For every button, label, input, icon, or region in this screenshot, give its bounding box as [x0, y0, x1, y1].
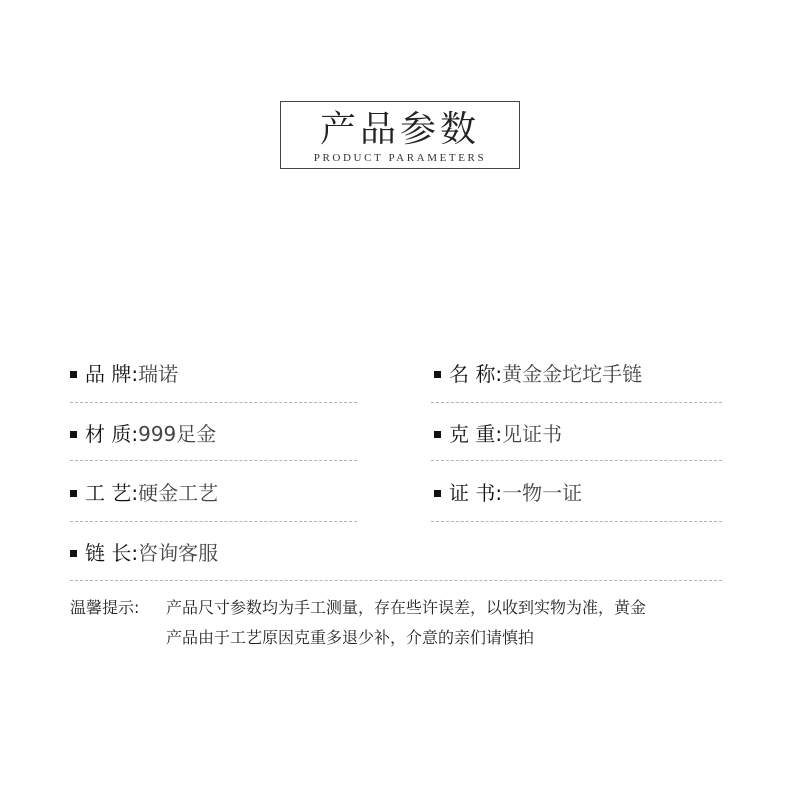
divider	[431, 521, 722, 522]
divider	[431, 460, 722, 461]
param-label: 品 牌	[85, 362, 132, 386]
param-colon: :	[131, 362, 139, 386]
param-colon: :	[495, 481, 503, 505]
bullet-icon	[70, 371, 77, 378]
param-chain-length	[70, 538, 218, 568]
bullet-icon	[434, 490, 441, 497]
param-value: 一物一证	[502, 481, 583, 505]
divider	[431, 402, 722, 403]
param-label: 克 重	[449, 422, 496, 446]
param-colon: :	[131, 422, 139, 446]
param-label: 工 艺	[85, 481, 132, 505]
param-weight	[434, 419, 562, 449]
param-brand	[70, 359, 178, 389]
param-craft	[70, 478, 218, 508]
param-label: 链 长	[85, 541, 132, 565]
param-label: 材 质	[85, 422, 132, 446]
param-value: 瑞诺	[138, 362, 179, 386]
bullet-icon	[434, 371, 441, 378]
param-label: 名 称	[449, 362, 496, 386]
param-name	[434, 359, 642, 389]
param-value: 见证书	[502, 422, 563, 446]
param-material	[70, 419, 216, 449]
param-colon: :	[131, 481, 139, 505]
param-value: 黄金金坨坨手链	[502, 362, 643, 386]
param-value: 咨询客服	[138, 541, 219, 565]
bullet-icon	[70, 490, 77, 497]
tips-line-2: 产品由于工艺原因克重多退少补，介意的亲们请慎拍	[166, 628, 535, 647]
section-title: 产品参数	[319, 109, 480, 150]
param-colon: :	[495, 422, 503, 446]
bullet-icon	[70, 431, 77, 438]
divider	[70, 460, 357, 461]
bullet-icon	[70, 550, 77, 557]
param-label: 证 书	[449, 481, 496, 505]
bullet-icon	[434, 431, 441, 438]
param-value: 硬金工艺	[138, 481, 219, 505]
section-title-box	[280, 101, 520, 169]
param-colon: :	[131, 541, 139, 565]
divider-full	[70, 580, 722, 581]
tips-line-1: 产品尺寸参数均为手工测量，存在些许误差，以收到实物为准，黄金	[166, 598, 647, 617]
divider	[70, 521, 357, 522]
param-certificate	[434, 478, 582, 508]
tips-label: 温馨提示:	[70, 598, 140, 617]
param-colon: :	[495, 362, 503, 386]
divider	[70, 402, 357, 403]
param-value: 999足金	[138, 422, 217, 446]
section-subtitle: PRODUCT PARAMETERS	[313, 152, 487, 164]
